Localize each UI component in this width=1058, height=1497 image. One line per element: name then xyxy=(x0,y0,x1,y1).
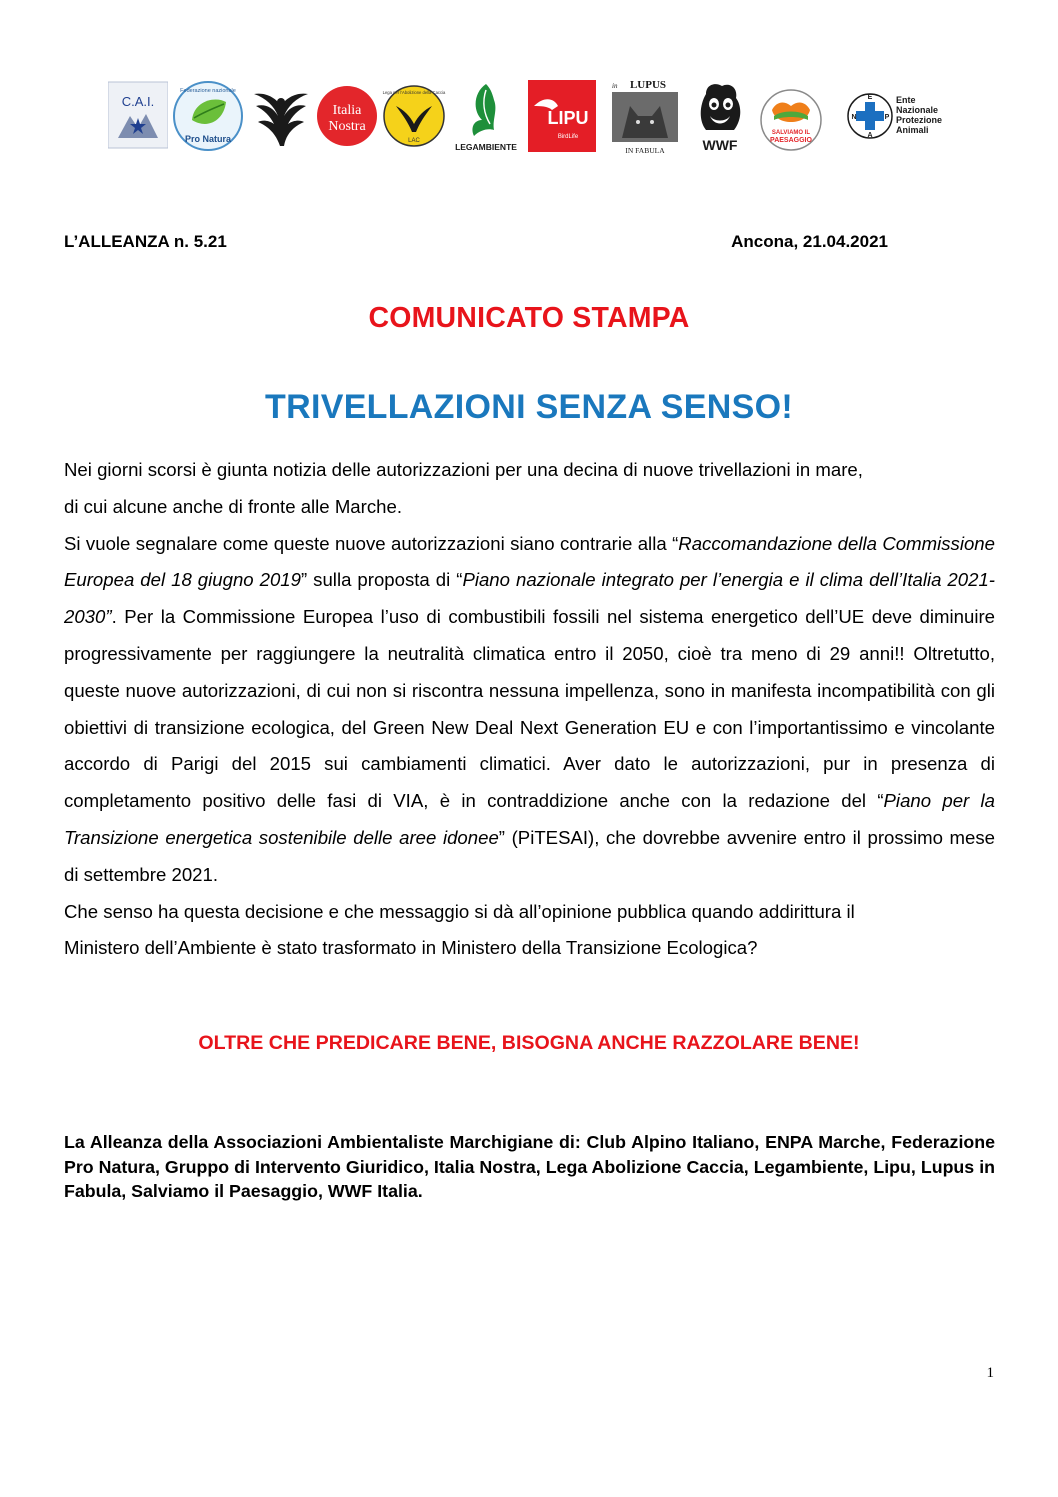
wwf-logo xyxy=(692,76,748,156)
lipu-sub-text: BirdLife xyxy=(557,134,579,140)
italia-nostra-logo xyxy=(316,76,378,156)
legambiente-logo xyxy=(452,76,520,156)
cai-logo xyxy=(108,76,168,156)
bulletin-number: L’ALLEANZA n. 5.21 xyxy=(64,232,227,251)
enpa-text-1: Ente xyxy=(896,95,916,105)
paragraph-2-c: . Per la Commissione Europea l’uso di combustibili fossili nel sistema energetico dell’UE deve diminuire progressivamente per raggiungere la neutralità climatica entro il 2050, cioè tra meno di 29 anni!! Oltretutto, queste nuove autorizzazioni, di cui non si riscontra nessuna impellenza, sono in manifesta incompatibilità con gli obiettivi di transizione ecologica, del Green New Deal Next Generation EU e con l’importantissimo e vincolante accordo di Parigi del 2015 sui cambiamenti climatici. Aver dato le autorizzazioni, pur in presenza di completamento positivo delle fasi di VIA, è in contraddizione anche con la redazione del “ xyxy=(64,606,995,812)
enpa-logo xyxy=(846,76,952,156)
lac-arc-text: Lega per l'Abolizione della Caccia xyxy=(382,90,446,95)
pro-natura-logo xyxy=(172,76,244,156)
lupus-bottom-text: IN FABULA xyxy=(625,146,665,155)
enpa-text-2: Nazionale xyxy=(896,105,939,115)
paragraph-2-italic-1: Raccomandazione della Commissione Europea del 18 giugno 2019 xyxy=(64,532,995,591)
paragraph-2-italic-2: Piano nazionale integrato per l’energia e il clima dell’Italia 2021-2030” xyxy=(64,569,995,628)
logo-strip xyxy=(0,76,1058,156)
salviamo-paesaggio-logo xyxy=(758,76,824,156)
body-text xyxy=(64,452,995,967)
enpa-letter-e: E xyxy=(867,94,873,101)
pro-natura-logo-text: Pro Natura xyxy=(184,134,232,144)
paragraph-3-line-1: Che senso ha questa decisione e che messaggio si dà all’opinione pubblica quando addirittura il xyxy=(64,900,855,922)
lupus-top-text: LUPUS xyxy=(629,79,667,91)
page-number: 1 xyxy=(986,1365,994,1381)
paragraph-2-b: ” sulla proposta di “ xyxy=(300,569,463,591)
signatories: La Alleanza della Associazioni Ambientaliste Marchigiane di: Club Alpino Italiano, ENPA Marche, Federazione Pro Natura, Gruppo di Intervento Giuridico, Italia Nostra, Lega Abolizione Caccia, Legambiente, Lipu, Lupus in Fabula, Salviamo il Paesaggio, WWF Italia. xyxy=(64,1132,995,1201)
italia-nostra-text-2: Nostra xyxy=(328,119,366,134)
cai-logo-text: C.A.I. xyxy=(121,94,155,109)
lupus-logo xyxy=(608,76,682,156)
slogan: OLTRE CHE PREDICARE BENE, BISOGNA ANCHE RAZZOLARE BENE! xyxy=(198,1032,860,1054)
place-date: Ancona, 21.04.2021 xyxy=(731,232,888,251)
lac-logo-text: LAC xyxy=(408,138,420,144)
enpa-letter-n: N xyxy=(851,114,857,121)
italia-nostra-text-1: Italia xyxy=(332,103,362,118)
legambiente-logo-text: LEGAMBIENTE xyxy=(455,142,517,152)
paragraph-2-d: ” (PiTESAI), che dovrebbe avvenire entro il prossimo mese di settembre 2021. xyxy=(64,826,995,885)
salviamo-text-2: PAESAGGIO xyxy=(770,137,812,144)
enpa-letter-a: A xyxy=(867,132,873,139)
wwf-logo-text: WWF xyxy=(702,137,738,153)
enpa-text-3: Protezione xyxy=(896,115,943,125)
salviamo-text-1: SALVIAMO IL xyxy=(771,130,811,136)
paragraph-1-line-2: di cui alcune anche di fronte alle Marche. xyxy=(64,495,402,517)
lipu-logo-text: LIPU xyxy=(547,108,589,128)
paragraph-2 xyxy=(64,526,995,894)
paragraph-1-line-1: Nei giorni scorsi è giunta notizia delle autorizzazioni per una decina di nuove trivellazioni in mare, xyxy=(64,459,863,480)
paragraph-1 xyxy=(64,452,995,526)
headline: TRIVELLAZIONI SENZA SENSO! xyxy=(265,388,793,426)
lipu-logo xyxy=(526,76,598,156)
paragraph-3 xyxy=(64,894,995,968)
lupus-prefix: in xyxy=(612,82,618,90)
paragraph-2-italic-3: Piano per la Transizione energetica sostenibile delle aree idonee xyxy=(64,790,996,848)
pro-natura-arc-text: Federazione nazionale xyxy=(180,88,236,94)
press-release-title: COMUNICATO STAMPA xyxy=(368,302,690,334)
paragraph-2-a: Si vuole segnalare come queste nuove autorizzazioni siano contrarie alla “ xyxy=(64,532,679,554)
enpa-letter-p: P xyxy=(884,114,890,121)
lac-logo xyxy=(382,76,446,156)
eagle-logo xyxy=(250,76,312,156)
enpa-text-4: Animali xyxy=(896,125,929,135)
paragraph-3-line-2: Ministero dell’Ambiente è stato trasformato in Ministero della Transizione Ecologica? xyxy=(64,937,758,959)
